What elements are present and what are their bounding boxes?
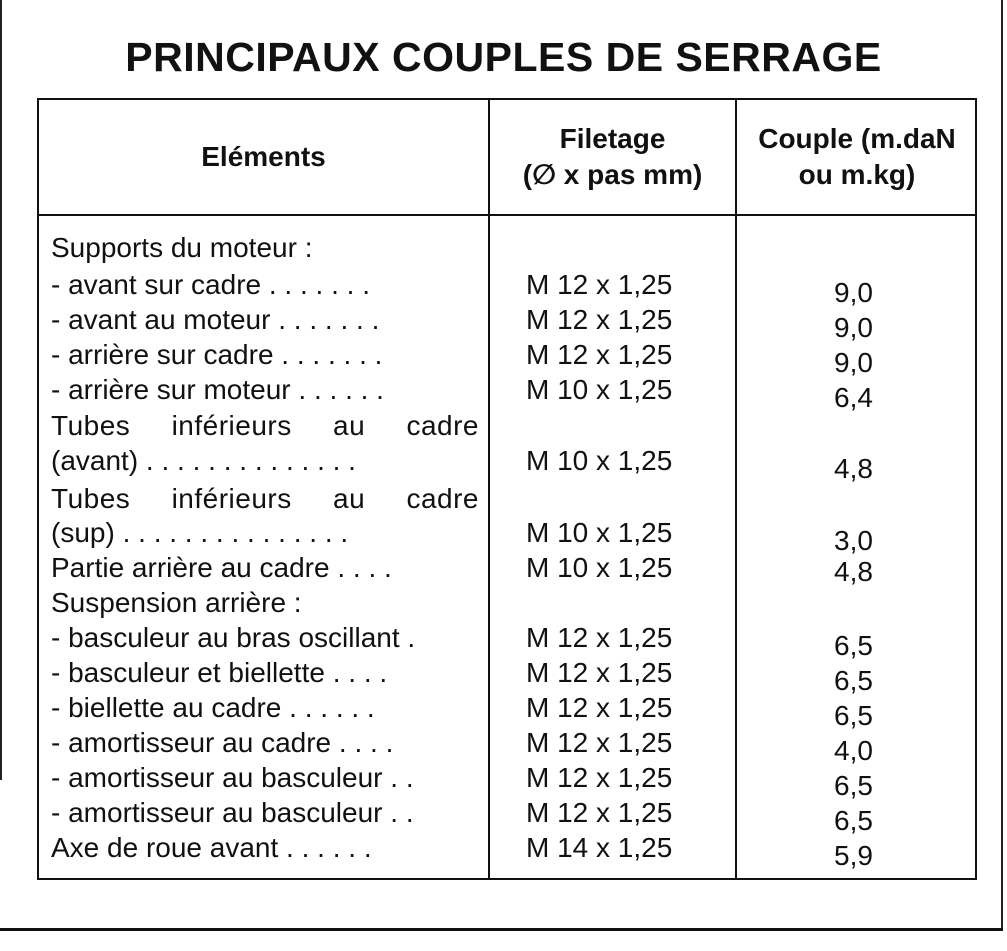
header-couple (737, 100, 977, 214)
row-element: - arrière sur moteur . . . . . . (51, 374, 384, 405)
row-element: - amortisseur au basculeur . . (51, 797, 414, 828)
row-element: Suspension arrière : (51, 587, 302, 618)
row-filetage: M 14 x 1,25 (526, 832, 673, 863)
page-frame-left (0, 0, 8, 780)
header-elements (39, 100, 488, 214)
row-filetage: M 10 x 1,25 (526, 517, 673, 548)
row-element: - basculeur au bras oscillant . (51, 622, 416, 653)
row-element: - amortisseur au basculeur . . (51, 762, 414, 793)
row-element: (avant) . . . . . . . . . . . . . . (51, 445, 356, 476)
row-element: - avant au moteur . . . . . . . (51, 304, 380, 335)
row-couple: 9,0 (834, 312, 873, 343)
header-divider (39, 214, 975, 216)
header-couple-line1: Couple (m.daN (758, 123, 956, 154)
row-couple: 4,8 (834, 556, 873, 587)
row-filetage: M 10 x 1,25 (526, 445, 673, 476)
row-couple: 9,0 (834, 277, 873, 308)
row-couple: 6,4 (834, 382, 873, 413)
row-couple: 9,0 (834, 347, 873, 378)
page-frame-right (1001, 0, 1003, 930)
row-element: Tubes inférieurs au cadre (51, 410, 479, 441)
header-filetage (490, 100, 735, 214)
header-elements-label: Eléments (201, 141, 326, 172)
row-couple: 5,9 (834, 840, 873, 871)
header-filetage-line1: Filetage (559, 123, 666, 154)
row-filetage: M 12 x 1,25 (526, 657, 673, 688)
row-element: - amortisseur au cadre . . . . (51, 727, 394, 758)
row-couple: 3,0 (834, 525, 873, 556)
row-filetage: M 10 x 1,25 (526, 374, 673, 405)
row-filetage: M 12 x 1,25 (526, 797, 673, 828)
row-element: Tubes inférieurs au cadre (51, 483, 479, 514)
row-filetage: M 12 x 1,25 (526, 622, 673, 653)
page-frame-bottom (0, 928, 1003, 931)
row-filetage: M 12 x 1,25 (526, 304, 673, 335)
row-element: (sup) . . . . . . . . . . . . . . . (51, 517, 349, 548)
row-element: Axe de roue avant . . . . . . (51, 832, 372, 863)
torque-table (37, 98, 977, 880)
row-element: - basculeur et biellette . . . . (51, 657, 388, 688)
row-element: - avant sur cadre . . . . . . . (51, 269, 371, 300)
row-couple: 4,8 (834, 453, 873, 484)
row-couple: 6,5 (834, 805, 873, 836)
row-filetage: M 10 x 1,25 (526, 552, 673, 583)
row-element: - arrière sur cadre . . . . . . . (51, 339, 383, 370)
row-element: Supports du moteur : (51, 232, 313, 263)
header-couple-line2: ou m.kg) (798, 159, 916, 190)
row-couple: 4,0 (834, 735, 873, 766)
page-title: PRINCIPAUX COUPLES DE SERRAGE (125, 34, 882, 80)
row-couple: 6,5 (834, 770, 873, 801)
column-divider (488, 100, 490, 878)
column-divider (735, 100, 737, 878)
row-filetage: M 12 x 1,25 (526, 762, 673, 793)
header-filetage-line2: (∅ x pas mm) (522, 159, 703, 190)
row-filetage: M 12 x 1,25 (526, 727, 673, 758)
row-filetage: M 12 x 1,25 (526, 339, 673, 370)
row-element: Partie arrière au cadre . . . . (51, 552, 392, 583)
row-element: - biellette au cadre . . . . . . (51, 692, 375, 723)
row-couple: 6,5 (834, 665, 873, 696)
row-couple: 6,5 (834, 700, 873, 731)
row-couple: 6,5 (834, 630, 873, 661)
row-filetage: M 12 x 1,25 (526, 692, 673, 723)
row-filetage: M 12 x 1,25 (526, 269, 673, 300)
